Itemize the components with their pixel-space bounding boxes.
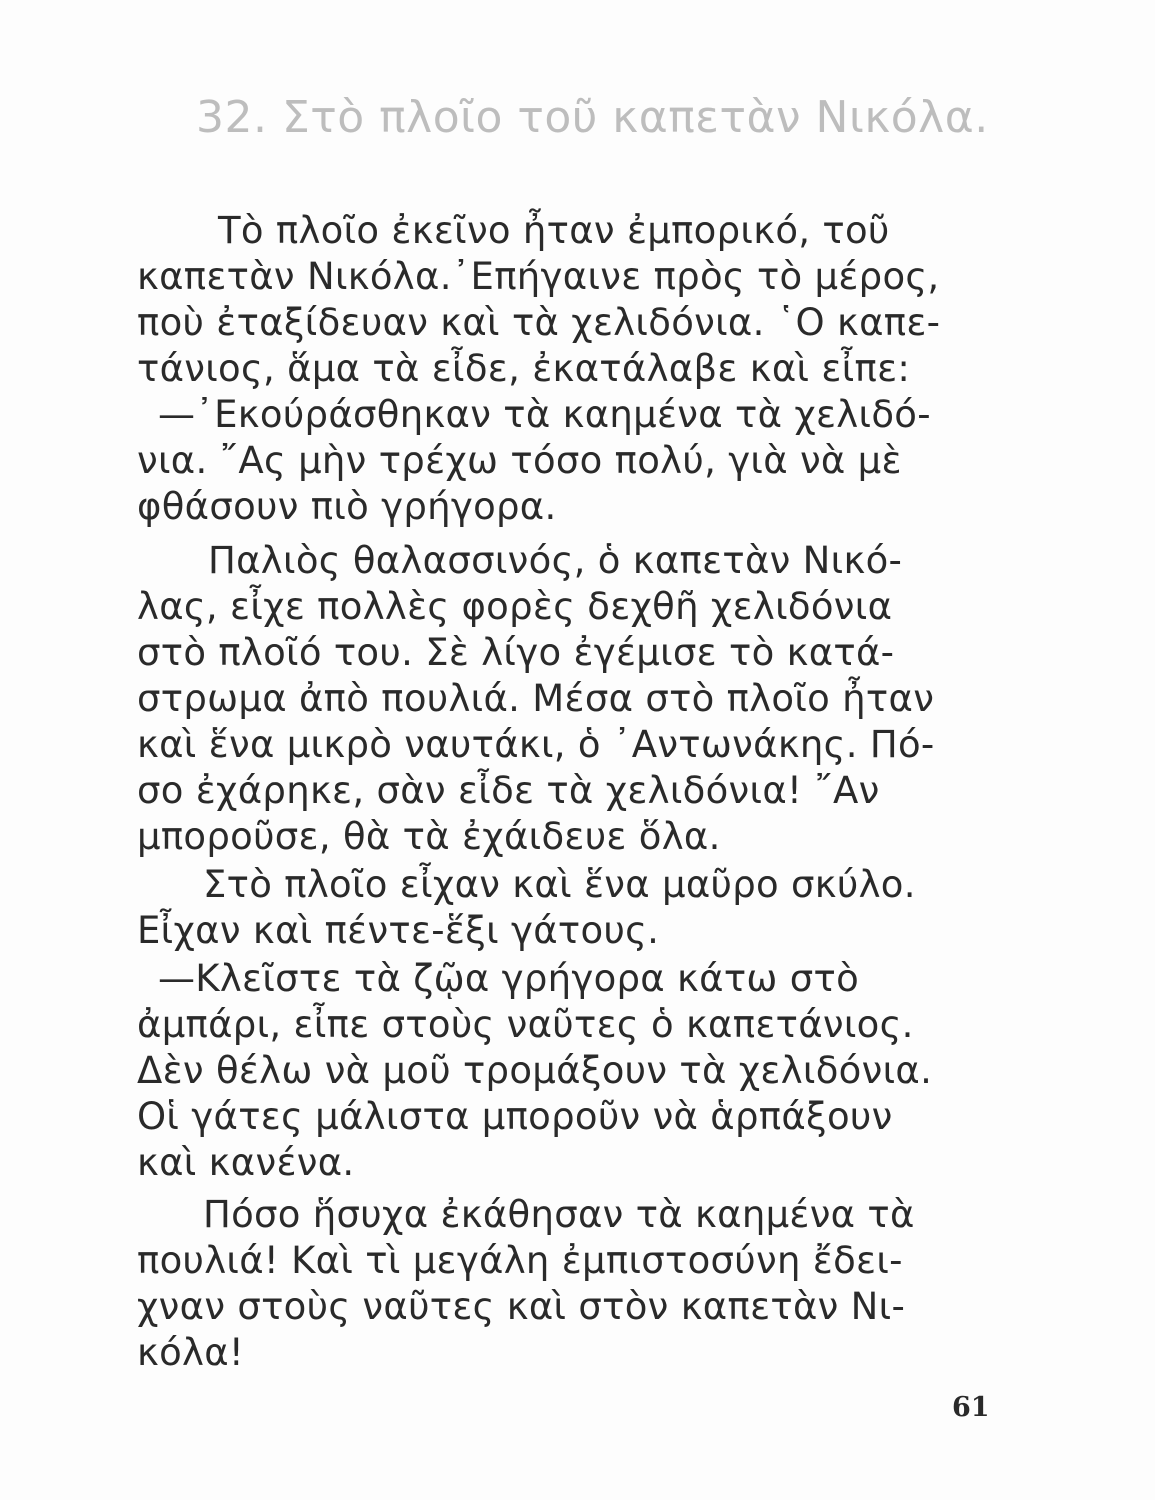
page-number: 61 [952,1392,990,1423]
text-line: Στὸ πλοῖο εἶχαν καὶ ἕνα μαῦρο σκύλο. [203,863,916,906]
text-line: καὶ ἕνα μικρὸ ναυτάκι, ὁ ᾽Αντωνάκης. Πό- [137,723,935,766]
text-line: στρωμα ἀπὸ πουλιά. Μέσα στὸ πλοῖο ἦταν [137,677,935,720]
text-line: στὸ πλοῖό του. Σὲ λίγο ἐγέμισε τὸ κατά- [137,631,895,674]
text-line: τάνιος, ἅμα τὰ εἶδε, ἐκατάλαβε καὶ εἶπε: [137,347,911,390]
text-line: κόλα! [137,1331,245,1374]
text-line: καὶ κανένα. [137,1141,355,1184]
text-line: Πόσο ἥσυχα ἐκάθησαν τὰ καημένα τὰ [203,1193,915,1236]
chapter-title: 32. Στὸ πλοῖο τοῦ καπετὰν Νικόλα. [196,92,989,143]
text-line: ἀμπάρι, εἶπε στοὺς ναῦτες ὁ καπετάνιος. [137,1003,914,1046]
text-line: Παλιὸς θαλασσινός, ὁ καπετὰν Νικό- [208,539,903,582]
text-line: Τὸ πλοῖο ἐκεῖνο ἦταν ἐμπορικό, τοῦ [218,209,890,252]
text-line: Οἱ γάτες μάλιστα μποροῦν νὰ ἁρπάξουν [137,1095,893,1138]
text-line: πουλιά! Καὶ τὶ μεγάλη ἐμπιστοσύνη ἔδει- [137,1239,903,1282]
text-line: ποὺ ἐταξίδευαν καὶ τὰ χελιδόνια. ῾Ο καπε- [137,301,941,344]
text-line: —Κλεῖστε τὰ ζῷα γρήγορα κάτω στὸ [158,957,860,1000]
text-line: Εἶχαν καὶ πέντε-ἕξι γάτους. [137,909,660,952]
text-line: λας, εἶχε πολλὲς φορὲς δεχθῆ χελιδόνια [137,585,893,628]
text-line: χναν στοὺς ναῦτες καὶ στὸν καπετὰν Νι- [137,1285,906,1328]
text-line: —᾽Εκούράσθηκαν τὰ καημένα τὰ χελιδό- [158,393,931,436]
text-line: Δὲν θέλω νὰ μοῦ τρομάξουν τὰ χελιδόνια. [137,1049,933,1092]
text-line: φθάσουν πιὸ γρήγορα. [137,485,557,528]
text-line: σο ἐχάρηκε, σὰν εἶδε τὰ χελιδόνια! ῎Αν [137,769,880,812]
text-line: μποροῦσε, θὰ τὰ ἐχάιδευε ὅλα. [137,815,721,858]
text-line: νια. ῎Ας μὴν τρέχω τόσο πολύ, γιὰ νὰ μὲ [137,439,902,482]
text-line: καπετὰν Νικόλα.᾽Επήγαινε πρὸς τὸ μέρος, [137,255,940,298]
